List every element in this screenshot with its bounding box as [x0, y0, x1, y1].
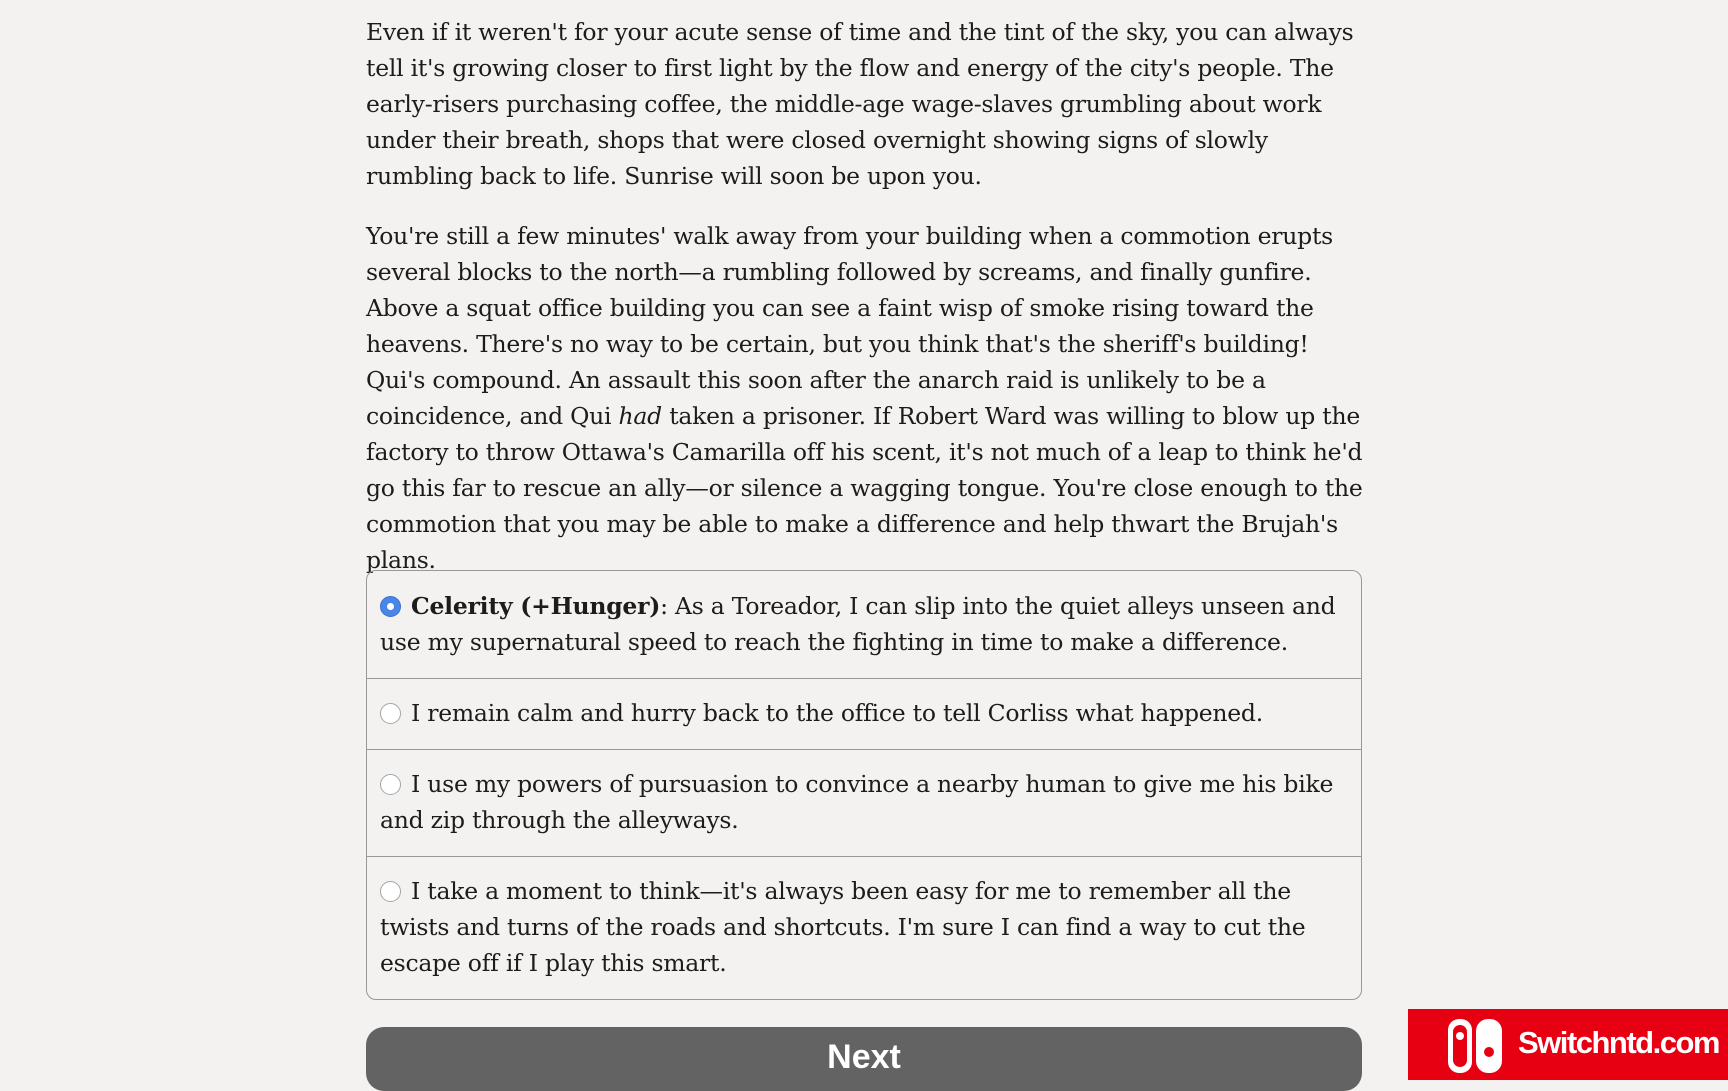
- watermark-banner: [1408, 1009, 1728, 1080]
- radio-selected-icon[interactable]: [380, 596, 401, 617]
- watermark-text: Switchntd.com: [1518, 1025, 1719, 1060]
- choice-celerity[interactable]: [367, 571, 1361, 678]
- choice-remain-calm[interactable]: [367, 678, 1361, 749]
- radio-unselected-icon[interactable]: [380, 881, 401, 902]
- radio-unselected-icon[interactable]: [380, 774, 401, 795]
- story-paragraph-2-part-2: taken a prisoner. If Robert Ward was willing to blow up the factory to throw Ottawa's Camarilla off his scent, it's not much of a leap to think he'd go this far to rescue an ally—or silence a wagging tongue. You're close enough to the commotion that you may be able to make a difference and help thwart the Brujah's plans.: [366, 402, 1363, 574]
- story-text: [366, 14, 1364, 602]
- choice-text: I take a moment to think—it's always been easy for me to remember all the twists and turns of the roads and shortcuts. I'm sure I can find a way to cut the escape off if I play this smart.: [380, 877, 1306, 977]
- choice-list: [366, 570, 1362, 1000]
- radio-unselected-icon[interactable]: [380, 703, 401, 724]
- choice-text: I use my powers of pursuasion to convince a nearby human to give me his bike and zip through the alleyways.: [380, 770, 1334, 834]
- nintendo-switch-logo-icon: [1446, 1017, 1504, 1075]
- story-paragraph-2: [366, 218, 1364, 578]
- choice-text: : As a Toreador, I can slip into the quiet alleys unseen and use my supernatural speed to reach the fighting in time to make a difference.: [380, 592, 1336, 656]
- choice-text: I remain calm and hurry back to the office to tell Corliss what happened.: [411, 699, 1263, 727]
- choice-think[interactable]: [367, 856, 1361, 999]
- choice-stat-label: Celerity (+Hunger): [411, 592, 661, 620]
- next-button[interactable]: Next: [366, 1027, 1362, 1091]
- story-paragraph-1: Even if it weren't for your acute sense of time and the tint of the sky, you can always tell it's growing closer to first light by the flow and energy of the city's people. The early-risers purchasing coffee, the middle-age wage-slaves grumbling about work under their breath, shops that were closed overnight showing signs of slowly rumbling back to life. Sunrise will soon be upon you.: [366, 18, 1354, 190]
- story-paragraph-2-part-1: You're still a few minutes' walk away from your building when a commotion erupts several blocks to the north—a rumbling followed by screams, and finally gunfire. Above a squat office building you can see a faint wisp of smoke rising toward the heavens. There's no way to be certain, but you think that's the sheriff's building! Qui's compound. An assault this soon after the anarch raid is unlikely to be a coincidence, and Qui: [366, 222, 1333, 430]
- story-emphasis: had: [618, 402, 662, 430]
- choice-persuasion[interactable]: [367, 749, 1361, 856]
